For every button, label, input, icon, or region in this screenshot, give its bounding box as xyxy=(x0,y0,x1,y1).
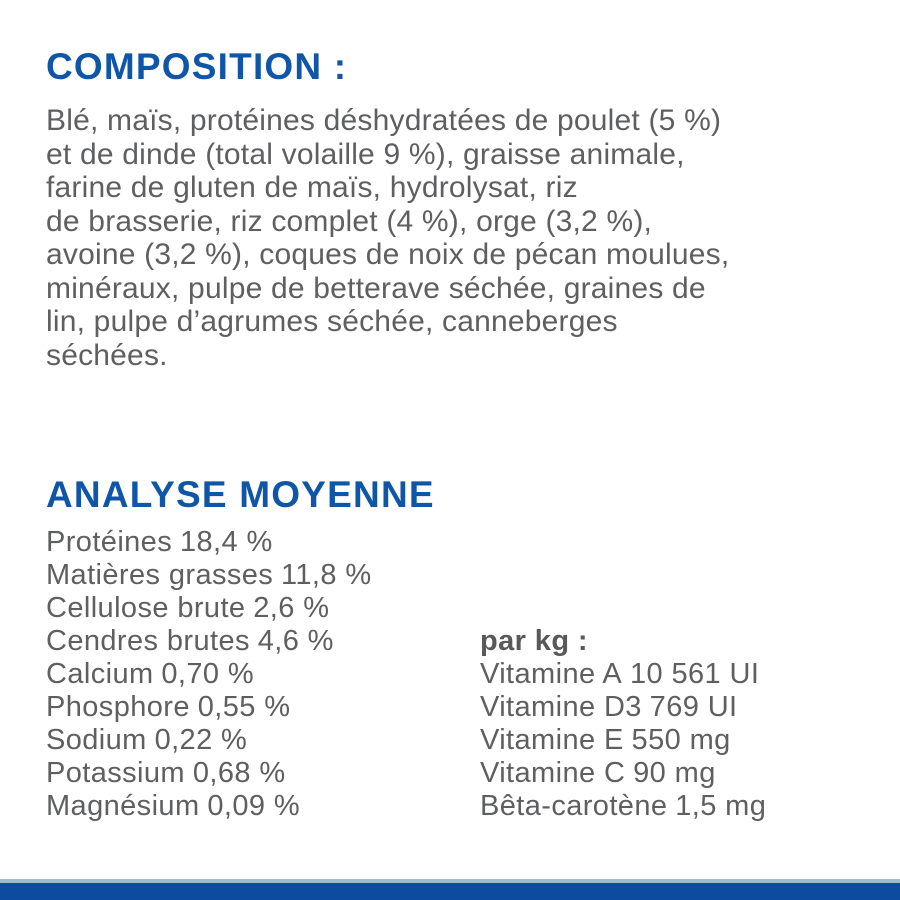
vitamin-name: Vitamine A xyxy=(480,658,623,690)
nutrient-value: 0,68 % xyxy=(192,757,286,789)
vitamin-value: 90 mg xyxy=(633,757,716,789)
nutrient-value: 0,22 % xyxy=(154,724,248,756)
composition-heading: COMPOSITION : xyxy=(46,46,348,87)
nutrient-name: Calcium xyxy=(46,658,154,690)
vitamin-row xyxy=(480,691,766,724)
per-kg-label: par kg : xyxy=(480,625,588,657)
vitamin-name: Vitamine D3 xyxy=(480,691,642,723)
nutrient-name: Magnésium xyxy=(46,790,200,822)
vitamin-value: 1,5 mg xyxy=(675,790,767,822)
nutrient-row xyxy=(46,658,372,691)
nutrient-value: 2,6 % xyxy=(253,592,330,624)
composition-line: Blé, maïs, protéines déshydratées de poulet (5 %) xyxy=(46,104,722,137)
nutrient-row xyxy=(46,757,372,790)
composition-line: farine de gluten de maïs, hydrolysat, riz xyxy=(46,171,578,204)
nutrient-row xyxy=(46,691,372,724)
nutrient-name: Phosphore xyxy=(46,691,190,723)
nutrient-value: 0,70 % xyxy=(161,658,255,690)
vitamin-value: 550 mg xyxy=(631,724,731,756)
vitamin-name: Bêta-carotène xyxy=(480,790,668,822)
composition-line: avoine (3,2 %), coques de noix de pécan moulues, xyxy=(46,238,730,271)
nutrient-row xyxy=(46,592,372,625)
composition-line: minéraux, pulpe de betterave séchée, graines de xyxy=(46,271,706,305)
footer-dark-strip xyxy=(0,883,900,900)
nutrient-name: Protéines xyxy=(46,526,173,558)
nutrient-name: Cellulose brute xyxy=(46,592,246,624)
nutrient-name: Cendres brutes xyxy=(46,625,250,657)
vitamin-row xyxy=(480,658,766,691)
composition-line: de brasserie, riz complet (4 %), orge (3,2 %), xyxy=(46,204,653,238)
nutrient-value: 18,4 % xyxy=(179,526,273,558)
nutrient-name: Sodium xyxy=(46,724,147,756)
vitamin-row xyxy=(480,757,766,790)
nutrient-row xyxy=(46,559,372,592)
nutrient-value: 0,09 % xyxy=(207,790,301,822)
vitamin-value: 10 561 UI xyxy=(629,658,760,690)
nutrient-row xyxy=(46,526,372,559)
footer-accent-bar xyxy=(0,879,900,900)
vitamin-row xyxy=(480,790,766,823)
nutrient-row xyxy=(46,724,372,757)
nutrient-name: Potassium xyxy=(46,757,185,789)
vitamin-value: 769 UI xyxy=(649,691,738,723)
nutrient-value: 0,55 % xyxy=(197,691,291,723)
vitamin-name: Vitamine E xyxy=(480,724,624,756)
composition-line: lin, pulpe d’agrumes séchée, canneberges xyxy=(46,305,618,338)
composition-line: et de dinde (total volaille 9 %), graisse animale, xyxy=(46,137,685,171)
analysis-heading: ANALYSE MOYENNE xyxy=(46,474,435,515)
nutrient-value: 11,8 % xyxy=(281,559,372,591)
nutrient-row xyxy=(46,790,372,823)
per-kg-block xyxy=(480,625,766,823)
vitamin-name: Vitamine C xyxy=(480,757,626,789)
composition-paragraph xyxy=(46,104,729,372)
composition-line: séchées. xyxy=(46,338,168,372)
nutrient-name: Matières grasses xyxy=(46,559,274,591)
nutrient-row xyxy=(46,625,372,658)
nutrient-list xyxy=(46,526,372,823)
nutrient-value: 4,6 % xyxy=(257,625,334,657)
vitamin-row xyxy=(480,724,766,757)
